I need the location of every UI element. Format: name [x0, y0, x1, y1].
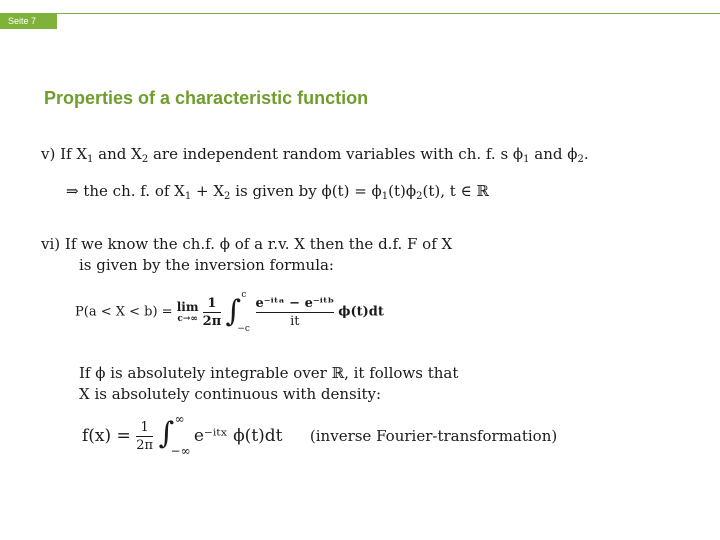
- sub: 1: [184, 191, 192, 202]
- formula-lhs: P(a < X < b) =: [75, 304, 177, 320]
- integral: [225, 292, 251, 332]
- sub: 2: [416, 191, 423, 202]
- lim-sub: c→∞: [177, 314, 198, 324]
- fraction: [136, 420, 153, 453]
- item-vi-line2: is given by the inversion formula:: [79, 256, 334, 274]
- implies-symbol: ⇒: [66, 182, 79, 200]
- page-number-tag: Seite 7: [0, 13, 57, 29]
- upper-limit: c: [241, 290, 247, 300]
- den: 2π: [136, 437, 154, 453]
- num: 1: [140, 419, 149, 435]
- num: e⁻ⁱᵗᵃ − e⁻ⁱᵗᵇ: [255, 295, 335, 311]
- sub: 1: [87, 154, 94, 165]
- item-vi-line3: If ϕ is absolutely integrable over ℝ, it follows that: [79, 364, 459, 382]
- text: is given by: [230, 182, 322, 200]
- integrand: e⁻ⁱᵗˣ ϕ(t)dt: [193, 426, 283, 446]
- density-formula: [82, 412, 558, 458]
- integral-sign: ∫: [158, 416, 175, 451]
- text: .: [583, 145, 589, 163]
- item-vi-line4: X is absolutely continuous with density:: [79, 385, 382, 403]
- den: 2π: [202, 313, 222, 329]
- text: (t)ϕ: [388, 182, 417, 200]
- lower-limit: −c: [237, 324, 250, 334]
- lower-limit: −∞: [170, 444, 191, 458]
- sub: 1: [381, 191, 389, 202]
- formula-tail: ϕ(t)dt: [338, 304, 384, 320]
- lim: lim: [176, 300, 199, 314]
- integral-sign: ∫: [225, 294, 242, 329]
- text: ϕ(t) =: [321, 182, 372, 200]
- sub: 2: [141, 154, 149, 165]
- item-v-line1: [41, 145, 589, 165]
- text: v) If X: [41, 145, 88, 163]
- formula-lhs: f(x) =: [82, 426, 137, 446]
- slide-title: Properties of a characteristic function: [44, 88, 369, 108]
- text: ϕ: [371, 182, 382, 200]
- limit: [177, 300, 199, 324]
- text: (t), t ∈ ℝ: [422, 182, 489, 200]
- frac-bar: [203, 312, 222, 313]
- text: and ϕ: [529, 145, 578, 163]
- fraction: [203, 296, 222, 329]
- fraction: [256, 296, 335, 329]
- upper-limit: ∞: [174, 412, 185, 426]
- text: and X: [93, 145, 142, 163]
- den: it: [290, 313, 300, 329]
- text: + X: [191, 182, 225, 200]
- item-v-line2: [66, 182, 489, 202]
- inversion-formula: [75, 292, 384, 332]
- header-bar: [0, 0, 720, 30]
- sub: 2: [224, 191, 231, 202]
- formula-note: (inverse Fourier-transformation): [309, 427, 558, 445]
- integral: [158, 412, 191, 458]
- sub: 2: [577, 154, 584, 165]
- sub: 1: [523, 154, 530, 165]
- item-vi-line1: vi) If we know the ch.f. ϕ of a r.v. X then the d.f. F of X: [41, 235, 453, 253]
- header-rule: [57, 13, 720, 14]
- frac-bar: [256, 312, 335, 313]
- text: the ch. f. of X: [78, 182, 185, 200]
- num: 1: [207, 295, 217, 311]
- text: are independent random variables with ch. f. s ϕ: [148, 145, 524, 163]
- frac-bar: [136, 436, 153, 437]
